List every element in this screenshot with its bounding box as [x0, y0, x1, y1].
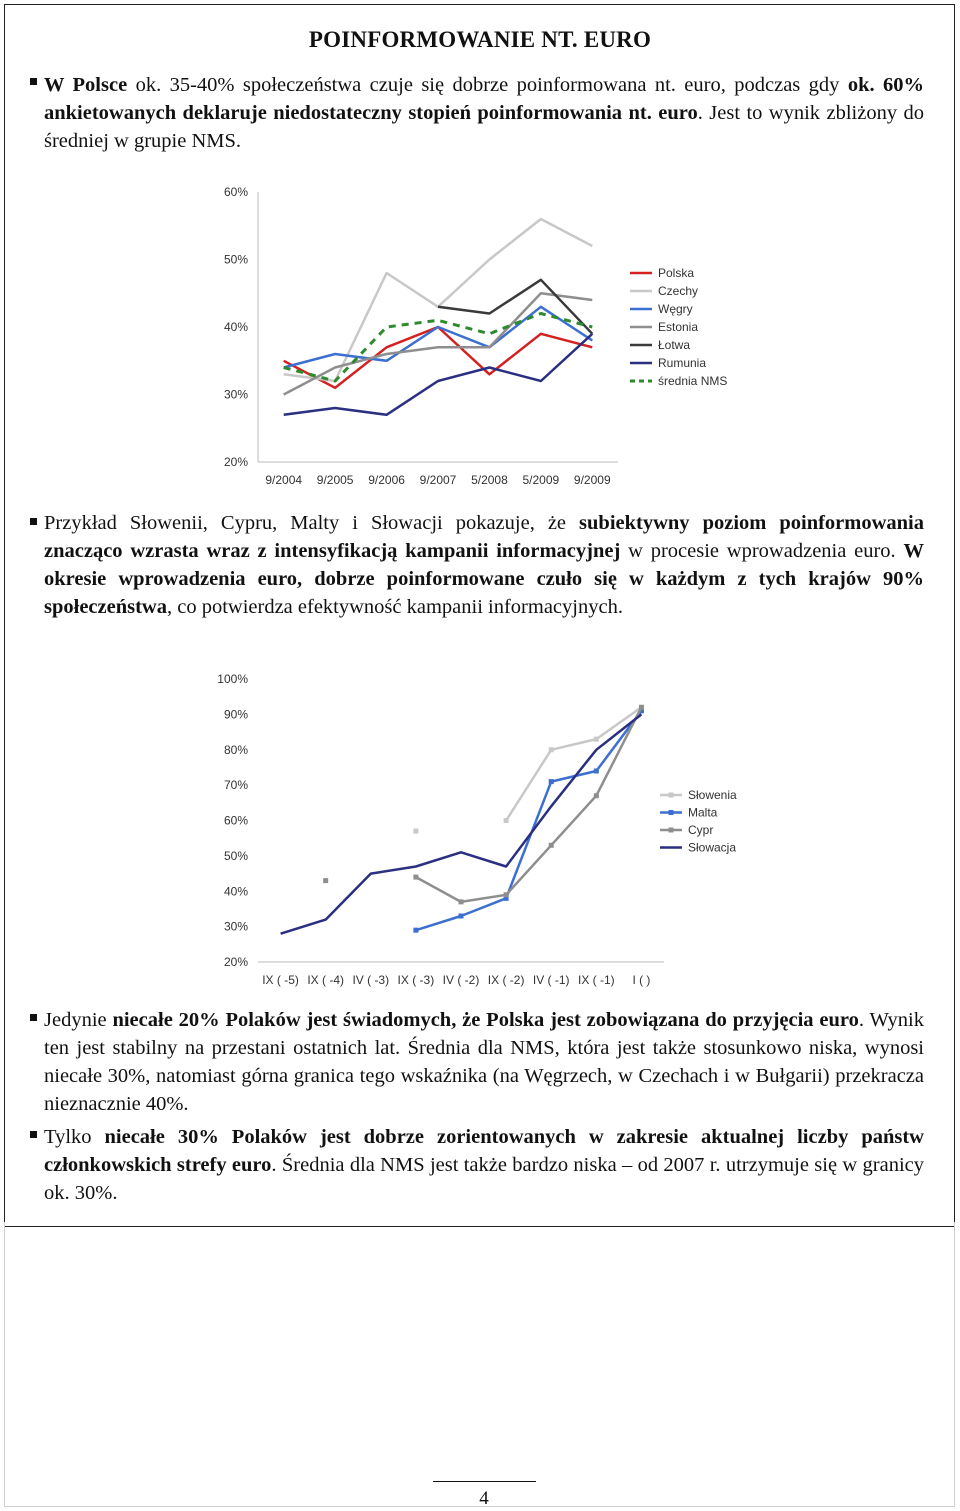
paragraph-member-states — [44, 1123, 924, 1207]
data-point — [413, 829, 418, 834]
text-run: ok. 60% ankietowanych deklaruje niedostateczny stopień poinformowania nt. euro — [44, 74, 924, 124]
series-line-6 — [284, 334, 593, 415]
data-point — [413, 928, 418, 933]
data-point — [594, 793, 599, 798]
series-line-3 — [284, 307, 593, 368]
bullet-icon — [30, 1014, 37, 1021]
text-run: Tylko — [44, 1126, 105, 1148]
text-run: Jedynie — [44, 1009, 113, 1031]
y-tick-label: 40% — [223, 884, 248, 899]
legend-marker — [669, 828, 674, 833]
y-tick-label: 50% — [223, 252, 248, 267]
series-line-2 — [416, 711, 642, 930]
legend-label: Słowenia — [688, 788, 737, 802]
legend-marker — [669, 810, 674, 815]
x-tick-label: IV ( -3) — [352, 973, 390, 987]
chart-eurozone-entrants — [0, 665, 960, 995]
x-tick-label: IX ( -3) — [397, 973, 435, 987]
x-tick-label: 5/2008 — [471, 473, 508, 487]
series-line-3 — [416, 707, 642, 902]
x-tick-label: 5/2009 — [522, 473, 560, 487]
x-tick-label: IX ( -5) — [262, 973, 299, 987]
page-number: 4 — [479, 1488, 489, 1509]
series-line-2 — [284, 219, 593, 381]
bullet-icon — [30, 78, 37, 85]
y-tick-label: 90% — [223, 707, 248, 722]
bullet-icon — [30, 518, 37, 525]
legend-label: Słowacja — [688, 840, 737, 855]
bullet-icon — [30, 1131, 37, 1138]
y-tick-label: 60% — [223, 813, 248, 828]
paragraph-obligation — [44, 1006, 924, 1118]
text-run: niecałe 30% Polaków jest dobrze zorientowanych w zakresie aktualnej liczby państw członkowskich strefy euro — [44, 1126, 924, 1176]
y-tick-label: 30% — [223, 919, 248, 934]
x-tick-label: 9/2004 — [265, 473, 303, 487]
legend-label: Malta — [688, 805, 718, 820]
legend-label: Cypr — [688, 823, 714, 837]
x-tick-label: 9/2009 — [573, 473, 611, 487]
y-tick-label: 20% — [223, 955, 248, 969]
text-run: subiektywny poziom poinformowania znacząco wzrasta wraz z intensyfikacją kampanii informacyjnej — [44, 512, 924, 562]
data-point — [459, 899, 464, 904]
text-run: , co potwierdza efektywność kampanii informacyjnych. — [166, 596, 623, 618]
y-tick-label: 60% — [223, 185, 248, 199]
y-tick-label: 100% — [217, 672, 248, 686]
data-point — [549, 779, 554, 784]
x-tick-label: I ( ) — [632, 973, 651, 987]
data-point — [594, 737, 599, 742]
y-tick-label: 30% — [223, 387, 248, 402]
x-tick-label: IX ( -2) — [487, 973, 525, 987]
data-point — [594, 768, 599, 773]
y-tick-label: 20% — [223, 455, 248, 469]
series-line-1 — [284, 327, 593, 388]
data-point — [639, 705, 644, 710]
legend-marker — [669, 793, 674, 798]
data-point — [323, 878, 328, 883]
y-tick-label: 70% — [223, 778, 248, 793]
x-tick-label: 9/2005 — [316, 473, 354, 487]
text-run: ok. 35-40% społeczeństwa czuje się dobrze poinformowana nt. euro, podczas gdy — [127, 74, 848, 96]
data-point — [549, 843, 554, 848]
y-tick-label: 50% — [223, 848, 248, 863]
data-point — [459, 914, 464, 919]
text-run: . Wynik ten jest stabilny na przestani ostatnich lat. Średnia dla NMS, która jest także stosunkowo niska, wynosi niecałe 30%, natomiast górna granica tego wskaźnika (na Węgrzech, w Czechach i w Bułgarii) przekracza nieznacznie 40%. — [44, 1009, 925, 1115]
legend-label: Węgry — [658, 302, 693, 316]
legend-label: Czechy — [658, 284, 699, 298]
x-tick-label: 9/2007 — [419, 473, 457, 487]
legend-label: Rumunia — [658, 356, 707, 370]
data-point — [413, 875, 418, 880]
text-run: W okresie wprowadzenia euro, dobrze poinformowane czuło się w każdym z tych krajów 90% społeczeństwa — [44, 540, 924, 618]
legend-label: Estonia — [658, 320, 699, 334]
text-run: niecałe 20% Polaków jest świadomych, że Polska jest zobowiązana do przyjęcia euro — [112, 1009, 859, 1031]
page-title: POINFORMOWANIE NT. EURO — [308, 27, 652, 52]
x-tick-label: IX ( -1) — [577, 973, 615, 987]
y-tick-label: 40% — [223, 320, 248, 334]
chart-nms-awareness — [0, 180, 960, 510]
data-point — [504, 818, 509, 823]
legend-label: Polska — [658, 266, 695, 280]
text-run: . Średnia dla NMS jest także bardzo niska – od 2007 r. utrzymuje się w granicy ok. 30%. — [44, 1154, 924, 1204]
x-tick-label: IV ( -2) — [442, 973, 480, 987]
paragraph-campaign — [44, 509, 924, 621]
paragraph-intro — [44, 71, 924, 155]
x-tick-label: IV ( -1) — [532, 973, 570, 987]
x-tick-label: IX ( -4) — [307, 973, 345, 987]
x-tick-label: 9/2006 — [368, 473, 405, 487]
text-run: . Jest to wynik zbliżony do średniej w grupie NMS. — [44, 102, 924, 152]
data-point — [549, 747, 554, 752]
data-point — [504, 892, 509, 897]
text-run: W Polsce — [44, 74, 128, 96]
text-run: w procesie wprowadzenia euro. — [620, 540, 904, 562]
legend-label: średnia NMS — [658, 374, 728, 388]
series-line-1 — [506, 707, 641, 820]
page-bottom-area — [4, 1222, 955, 1507]
text-run: Przykład Słowenii, Cypru, Malty i Słowacji pokazuje, że — [44, 512, 580, 534]
y-tick-label: 80% — [223, 742, 248, 757]
legend-label: Łotwa — [658, 338, 691, 352]
footer-rule — [433, 1481, 536, 1482]
